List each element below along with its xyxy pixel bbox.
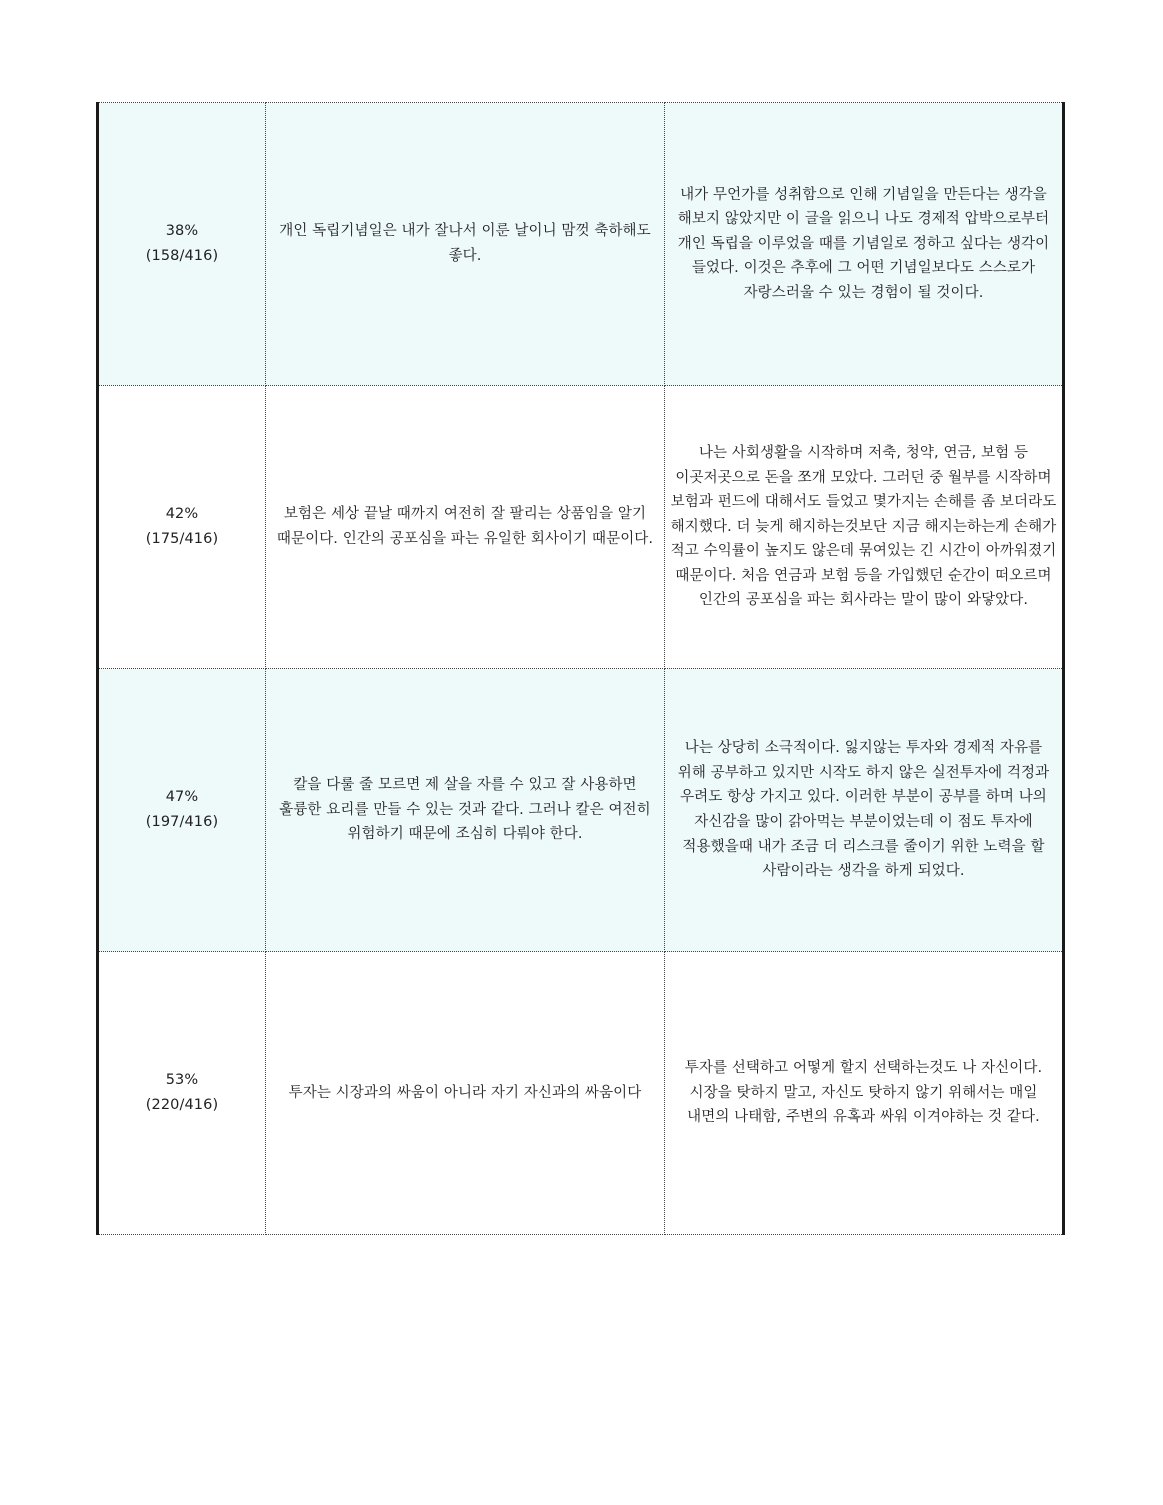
progress-cell — [98, 669, 266, 952]
quote-cell — [266, 386, 665, 669]
reflection-text: 나는 사회생활을 시작하며 저축, 청약, 연금, 보험 등 이곳저곳으로 돈을 쪼개 모았다. 그러던 중 월부를 시작하며 보험과 펀드에 대해서도 들었고 몇가지는 손해를 좀 보더라도 해지했다. 더 늦게 해지하는것보단 지금 해지는하는게 손해가 적고 수익률이 높지도 않은데 묶여있는 긴 시간이 아까워졌기 때문이다. 처음 연금과 보험 등을 가입했던 순간이 떠오르며 인간의 공포심을 파는 회사라는 말이 많이 와닿았다. — [670, 444, 1057, 609]
progress-ratio: (158/416) — [145, 248, 219, 264]
table-row — [98, 386, 1064, 669]
table-row — [98, 669, 1064, 952]
quote-cell — [266, 669, 665, 952]
reflection-text: 내가 무언가를 성취함으로 인해 기념일을 만든다는 생각을 해보지 않았지만 이 글을 읽으니 나도 경제적 압박으로부터 개인 독립을 이루었을 때를 기념일로 정하고 싶다는 생각이 들었다. 이것은 추후에 그 어떤 기념일보다도 스스로가 자랑스러울 수 있는 경험이 될 것이다. — [677, 186, 1050, 301]
quote-text: 칼을 다룰 줄 모르면 제 살을 자를 수 있고 잘 사용하면 훌륭한 요리를 만들 수 있는 것과 같다. 그러나 칼은 여전히 위험하기 때문에 조심히 다뤄야 한다. — [279, 777, 651, 843]
progress-cell — [98, 386, 266, 669]
table-row — [98, 103, 1064, 386]
progress-cell — [98, 952, 266, 1235]
progress-percent: 47% — [165, 789, 199, 806]
reflection-cell — [665, 952, 1064, 1235]
progress-ratio: (197/416) — [145, 814, 219, 830]
progress-percent: 42% — [165, 506, 199, 523]
reflection-cell — [665, 669, 1064, 952]
progress-percent: 38% — [165, 223, 199, 240]
reflection-text: 나는 상당히 소극적이다. 잃지않는 투자와 경제적 자유를 위해 공부하고 있지만 시작도 하지 않은 실전투자에 걱정과 우려도 항상 가지고 있다. 이러한 부분이 공부를 하며 나의 자신감을 많이 갉아먹는 부분이었는데 이 점도 투자에 적용했을때 내가 조금 더 리스크를 줄이기 위한 노력을 할 사람이라는 생각을 하게 되었다. — [677, 740, 1050, 880]
table-row — [98, 952, 1064, 1235]
reading-notes-table-container — [96, 102, 1065, 1235]
progress-percent: 53% — [165, 1072, 199, 1089]
reflection-cell — [665, 103, 1064, 386]
quote-text: 투자는 시장과의 싸움이 아니라 자기 자신과의 싸움이다 — [288, 1084, 642, 1101]
quote-text: 개인 독립기념일은 내가 잘나서 이룬 날이니 맘껏 축하해도 좋다. — [279, 223, 651, 264]
reflection-cell — [665, 386, 1064, 669]
reflection-text: 투자를 선택하고 어떻게 할지 선택하는것도 나 자신이다. 시장을 탓하지 말고, 자신도 탓하지 않기 위해서는 매일 내면의 나태함, 주변의 유혹과 싸워 이겨야하는 것 같다. — [684, 1060, 1043, 1126]
progress-cell — [98, 103, 266, 386]
quote-cell — [266, 952, 665, 1235]
quote-text: 보험은 세상 끝날 때까지 여전히 잘 팔리는 상품임을 알기 때문이다. 인간의 공포심을 파는 유일한 회사이기 때문이다. — [276, 506, 654, 547]
progress-ratio: (220/416) — [145, 1097, 219, 1113]
reading-notes-table — [96, 102, 1065, 1235]
quote-cell — [266, 103, 665, 386]
progress-ratio: (175/416) — [145, 531, 219, 547]
